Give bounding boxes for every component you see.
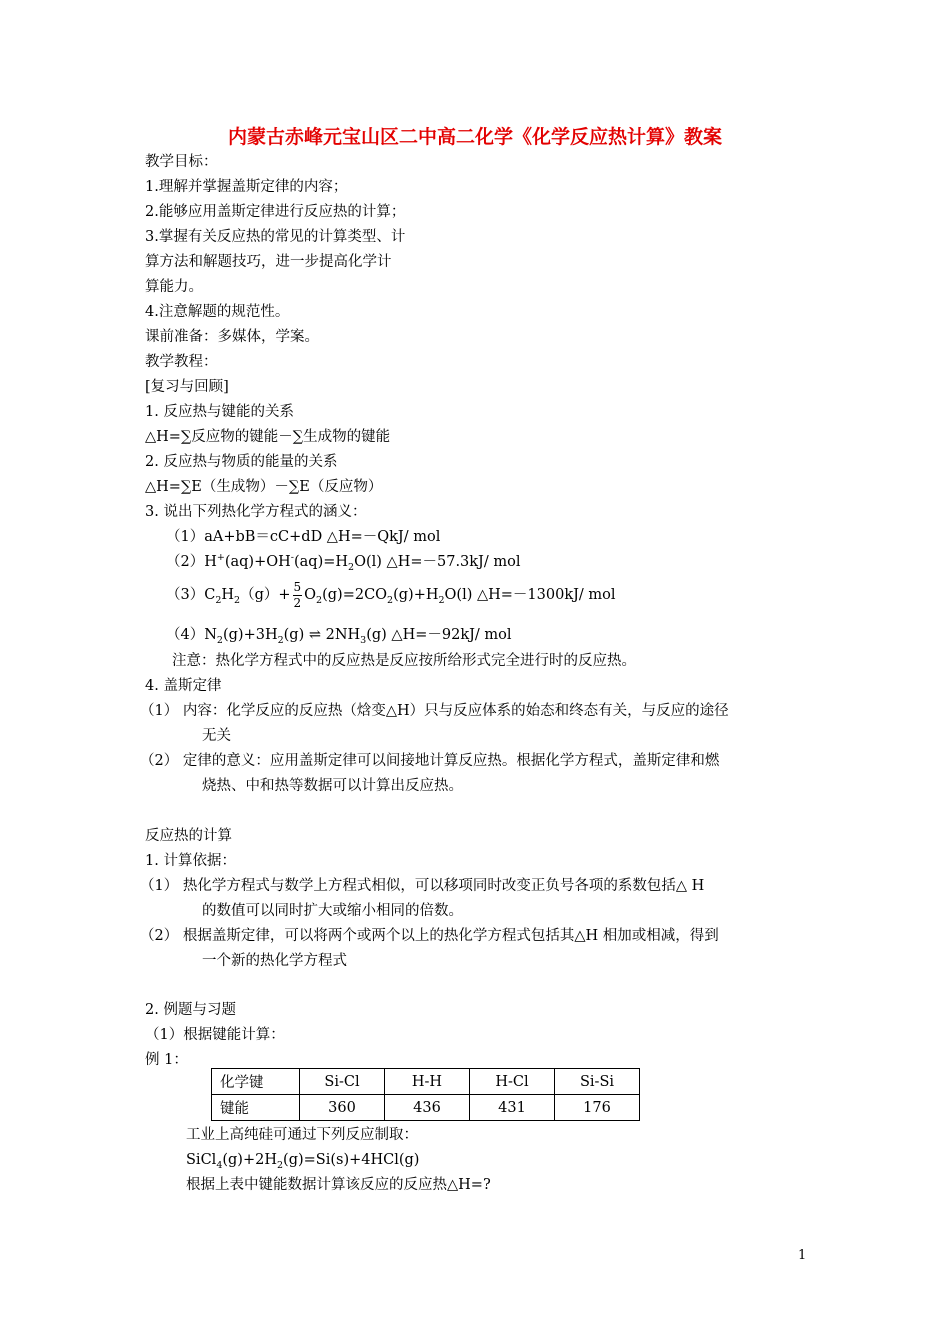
- table-cell: Si-Cl: [300, 1069, 385, 1095]
- preparation: 课前准备：多媒体，学案。: [145, 329, 319, 345]
- hess-item-1-cont: 无关: [202, 728, 231, 744]
- calc-heading: 反应热的计算: [145, 828, 232, 844]
- table-cell: 键能: [212, 1095, 300, 1121]
- review-item-1: 1. 反应热与键能的关系: [145, 404, 294, 420]
- goal-2: 2.能够应用盖斯定律进行反应热的计算；: [145, 204, 406, 220]
- calc-item-1-cont: 的数值可以同时扩大或缩小相同的倍数。: [202, 903, 463, 919]
- hess-item-2: （2） 定律的意义：应用盖斯定律可以间接地计算反应热。根据化学方程式，盖斯定律和燃: [140, 753, 720, 769]
- hess-item-1: （1） 内容：化学反应的反应热（焓变△H）只与反应体系的始态和终态有关，与反应的途径: [140, 703, 729, 719]
- example-text: 工业上高纯硅可通过下列反应制取：: [186, 1127, 418, 1143]
- goal-3-line-3: 算能力。: [145, 279, 203, 295]
- example-question: 根据上表中键能数据计算该反应的反应热△H=?: [186, 1177, 491, 1193]
- goal-1: 1.理解并掌握盖斯定律的内容；: [145, 179, 348, 195]
- review-formula-2: △H=∑E（生成物）－∑E（反应物）: [145, 479, 383, 495]
- fraction-five-halves: $\frac{5}{2}$: [293, 579, 302, 610]
- process-heading: 教学教程：: [145, 354, 218, 370]
- reaction-equation: $SiCl_4(g)+2H_2(g)=Si(s)+4HCl(g)$: [186, 1152, 420, 1171]
- goal-3-line-1: 3.掌握有关反应热的常见的计算类型、计: [145, 229, 406, 245]
- calc-item-2-cont: 一个新的热化学方程式: [202, 953, 347, 969]
- goals-heading: 教学目标：: [145, 154, 218, 170]
- examples-heading: 2. 例题与习题: [145, 1002, 236, 1018]
- equation-1: （1）aA+bB＝cC+dD △H=－QkJ/ mol: [166, 529, 441, 545]
- calc-basis: 1. 计算依据：: [145, 853, 236, 869]
- review-heading: [复习与回顾]: [145, 379, 229, 395]
- review-item-3: 3. 说出下列热化学方程式的涵义：: [145, 504, 367, 520]
- equation-4: $(4)N_2(g)+3H_2(g)$ ⇌ $2NH_3(g)$ △H=－92kJ/ mol: [166, 627, 512, 646]
- calc-item-2: （2） 根据盖斯定律，可以将两个或两个以上的热化学方程式包括其△H 相加或相减，得到: [140, 928, 719, 944]
- hess-heading: 4. 盖斯定律: [145, 678, 222, 694]
- table-cell: 176: [555, 1095, 640, 1121]
- table-cell: 431: [470, 1095, 555, 1121]
- table-row: [212, 1069, 640, 1095]
- table-cell: 360: [300, 1095, 385, 1121]
- table-cell: Si-Si: [555, 1069, 640, 1095]
- document-title: 内蒙古赤峰元宝山区二中高二化学《化学反应热计算》教案: [227, 126, 722, 148]
- table-cell: H-H: [385, 1069, 470, 1095]
- table-row: [212, 1095, 640, 1121]
- bond-energy-table: [211, 1068, 640, 1121]
- page-number: 1: [798, 1248, 807, 1263]
- review-formula-1: △H=∑反应物的键能－∑生成物的键能: [145, 429, 391, 445]
- example-1-label: 例 1：: [145, 1052, 188, 1068]
- examples-subheading: （1）根据键能计算：: [145, 1027, 285, 1043]
- table-cell: 化学键: [212, 1069, 300, 1095]
- table-cell: H-Cl: [470, 1069, 555, 1095]
- goal-3-line-2: 算方法和解题技巧，进一步提高化学计: [145, 254, 392, 270]
- hess-item-2-cont: 烧热、中和热等数据可以计算出反应热。: [202, 778, 463, 794]
- goal-4: 4.注意解题的规范性。: [145, 304, 290, 320]
- review-note: 注意：热化学方程式中的反应热是反应按所给形式完全进行时的反应热。: [172, 653, 636, 669]
- table-cell: 436: [385, 1095, 470, 1121]
- equation-3: $(3)C_2H_2(g)+$ $\frac{5}{2}$ $O_2(g)=2CO_2(g)+H_2O(l)$ △H=－1300kJ/ mol: [166, 579, 616, 610]
- review-item-2: 2. 反应热与物质的能量的关系: [145, 454, 338, 470]
- calc-item-1: （1） 热化学方程式与数学上方程式相似，可以移项同时改变正负号各项的系数包括△ H: [140, 878, 705, 894]
- equation-2: $(2)H^+(aq)+OH^-(aq)=H_2O(l)$ △H=－57.3kJ/ mol: [166, 552, 521, 573]
